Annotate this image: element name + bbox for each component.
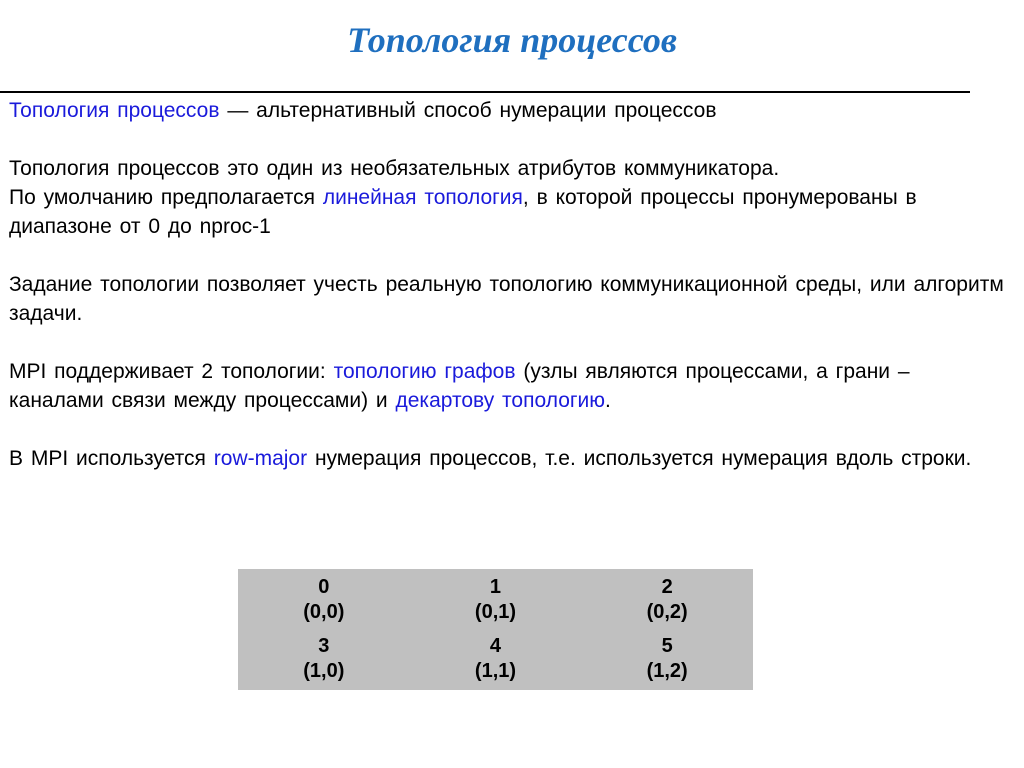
- term-graph-topology: топологию графов: [333, 360, 516, 383]
- mpi-topologies-end: .: [605, 389, 611, 412]
- process-coords: (0,0): [303, 601, 345, 623]
- process-rank: 3: [318, 634, 330, 657]
- default-sentence-end: , в которой процессы пронумерованы в диапазоне от 0 до nproc-1: [9, 186, 917, 238]
- process-coords: (1,0): [303, 659, 345, 682]
- process-coords: (0,1): [474, 601, 517, 623]
- grid-cell: [238, 632, 410, 691]
- process-rank: 4: [489, 634, 502, 657]
- grid-cell: [410, 573, 582, 632]
- term-linear-topology: линейная топология: [322, 186, 523, 209]
- slide-title: Топология процессов: [347, 20, 677, 60]
- purpose-text: Задание топологии позволяет учесть реальную топологию коммуникационной среды, или алгоритм задачи.: [9, 273, 1004, 325]
- grid-cell: [410, 632, 582, 691]
- process-rank: 5: [661, 634, 673, 657]
- paragraph-purpose: [9, 270, 1009, 328]
- paragraph-definition: [9, 96, 1009, 125]
- term-row-major: row-major: [213, 447, 308, 470]
- process-grid: [238, 569, 753, 690]
- mpi-topologies-middle: (узлы являются процессами, а грани – каналами связи между процессами) и: [9, 360, 910, 412]
- grid-cell: [238, 573, 410, 632]
- process-coords: (1,1): [474, 659, 517, 682]
- mpi-topologies-start: MPI поддерживает 2 топологии:: [9, 360, 334, 383]
- process-rank: 2: [661, 576, 673, 598]
- default-sentence-start: По умолчанию предполагается: [9, 186, 323, 209]
- definition-text: — альтернативный способ нумерации процессов: [219, 99, 717, 122]
- slide-body: [9, 96, 1009, 473]
- process-rank: 1: [489, 576, 502, 598]
- process-coords: (1,2): [646, 659, 688, 682]
- row-major-end: нумерация процессов, т.е. используется нумерация вдоль строки.: [307, 447, 972, 470]
- process-coords: (0,2): [646, 601, 688, 623]
- term-process-topology: Топология процессов: [9, 99, 220, 122]
- grid-cell: [581, 573, 753, 632]
- paragraph-mpi-topologies: [9, 357, 1009, 415]
- term-cartesian-topology: декартову топологию: [395, 389, 606, 412]
- attribute-sentence: Топология процессов это один из необязательных атрибутов коммуникатора.: [9, 157, 780, 180]
- grid-cell: [581, 632, 753, 691]
- paragraph-row-major: [9, 444, 1009, 473]
- paragraph-default-topology: [9, 154, 1009, 241]
- title-divider: [0, 91, 970, 93]
- process-rank: 0: [318, 576, 330, 598]
- row-major-start: В MPI используется: [9, 447, 214, 470]
